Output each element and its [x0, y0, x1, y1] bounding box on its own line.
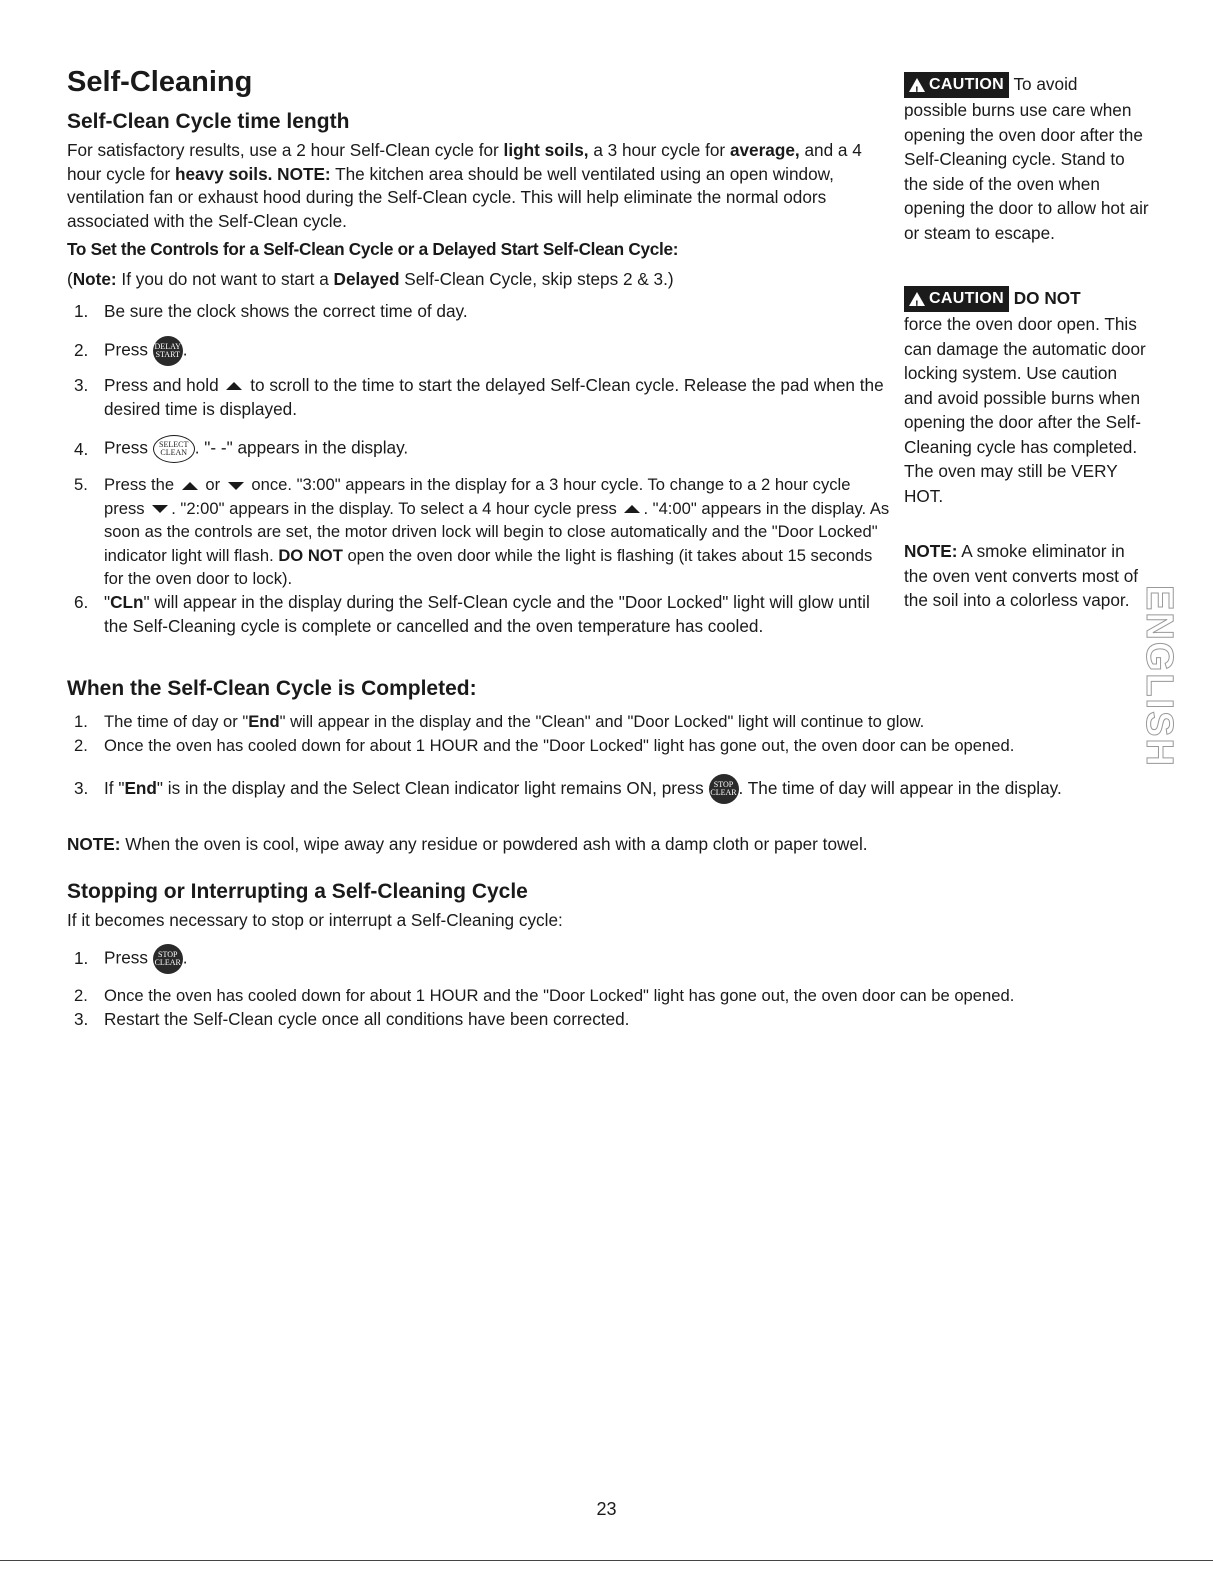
section-heading-time-length: Self-Clean Cycle time length [67, 110, 350, 133]
step-1 [74, 300, 904, 324]
button-line: START [155, 350, 180, 359]
text: " [104, 592, 111, 612]
text: When the oven is cool, wipe away any residue or powdered ash with a damp cloth or paper towel. [120, 834, 868, 854]
stop-clear-button-icon [153, 944, 183, 974]
button-line: STOP [158, 950, 178, 959]
step-text: . "2:00" appears in the display. To select a 4 hour cycle press [171, 498, 617, 518]
text: To avoid [1008, 74, 1078, 94]
step-number: 3. [74, 1009, 89, 1029]
step-number: 5. [74, 475, 88, 494]
completed-note [67, 833, 1137, 857]
step-text: open the oven door while the light is flashing (it takes about 15 seconds for the oven door to lock). [104, 545, 873, 588]
stopping-step-3 [74, 1008, 1104, 1032]
button-line: CLEAN [160, 448, 188, 457]
step-text: Press [104, 437, 148, 458]
stop-clear-button-icon [709, 774, 739, 804]
text: The time of day or " [104, 712, 249, 731]
footer-rule [0, 1560, 1213, 1561]
caution-label: CAUTION [929, 290, 1004, 308]
step-text: . "- -" appears in the display. [194, 437, 409, 458]
step-5 [74, 473, 894, 591]
step-text: to scroll to the time to start the delayed Self-Clean cycle. Release the pad when the desired time is displayed. [104, 375, 884, 419]
section-heading-completed: When the Self-Clean Cycle is Completed: [67, 677, 477, 700]
step-number: 6. [74, 592, 89, 612]
page-title: Self-Cleaning [67, 66, 253, 98]
note-label: NOTE: [67, 834, 121, 854]
text: For satisfactory results, use a 2 hour Self-Clean cycle for [67, 140, 504, 160]
step-text: once. "3:00" appears in the display for a 3 hour cycle. To change to a 2 hour cycle press [104, 475, 851, 518]
note-label: NOTE: [904, 541, 958, 561]
step-number: 3. [74, 375, 89, 395]
button-line: CLEAR [710, 788, 737, 798]
step-3 [74, 374, 894, 421]
step-text: Press and hold [104, 375, 219, 395]
language-side-tab: ENGLISH [1138, 585, 1180, 768]
text: . [182, 947, 188, 968]
caution-badge [904, 286, 1009, 312]
warning-icon [909, 78, 925, 92]
button-line: DELAY [154, 342, 181, 351]
up-arrow-icon [182, 482, 198, 490]
text: A smoke eliminator in the oven vent converts most of the soil into a colorless vapor. [904, 541, 1139, 610]
caution-badge [904, 72, 1009, 98]
text: " will appear in the display and the "Clean" and "Door Locked" light will continue to glow. [279, 712, 925, 731]
step-number: 3. [74, 778, 89, 798]
set-controls-note [67, 268, 889, 292]
step-text: or [205, 475, 221, 494]
step-text: " will appear in the display during the Self-Clean cycle and the "Door Locked" light will glow until the Self-Cleaning cycle is complete or cancelled and the oven temperature has cooled. [104, 592, 870, 636]
time-length-paragraph [67, 139, 889, 233]
step-text: . "4:00" appears in the display. As soon as the controls are set, the motor driven lock will begin to close automatically and the "Door Locked" indicator light will flash. [104, 498, 890, 565]
step-text: Press [104, 339, 148, 360]
step-number: 2. [74, 340, 89, 360]
step-2 [74, 336, 904, 366]
step-text: Be sure the clock shows the correct time of day. [104, 301, 468, 321]
text: Once the oven has cooled down for about 1 HOUR and the "Door Locked" light has gone out, the oven door can be opened. [104, 986, 1015, 1005]
caution-box-1 [904, 72, 1149, 245]
button-line: SELECT [159, 440, 189, 449]
text: . The time of day will appear in the display. [738, 778, 1062, 798]
down-arrow-icon [228, 482, 244, 490]
text: Self-Clean Cycle, skip steps 2 & 3.) [399, 269, 674, 289]
step-number: 1. [74, 301, 89, 321]
sidebar-note [904, 539, 1144, 613]
down-arrow-icon [152, 505, 168, 513]
step-text: Press the [104, 475, 175, 494]
caution-box-2 [904, 286, 1149, 508]
step-number: 2. [74, 736, 88, 755]
text: The kitchen area should be well ventilated using an open window, ventilation fan or exhaust hood during the Self-Clean cycle. This will help eliminate the normal odors associated with the Self-Clean cycle. [67, 163, 834, 231]
up-arrow-icon [226, 382, 242, 390]
page-number: 23 [596, 1499, 617, 1519]
bold-text: CLn [110, 592, 144, 612]
step-4 [74, 435, 904, 463]
bold-text: light soils, [503, 140, 589, 160]
stopping-step-1 [74, 944, 904, 974]
button-line: STOP [713, 780, 734, 790]
set-controls-heading: To Set the Controls for a Self-Clean Cycle or a Delayed Start Self-Clean Cycle: [67, 239, 679, 259]
stopping-intro: If it becomes necessary to stop or interrupt a Self-Cleaning cycle: [67, 910, 563, 930]
step-number: 2. [74, 986, 88, 1005]
text: a 3 hour cycle for [588, 140, 730, 160]
completed-step-3 [74, 771, 1124, 805]
bold-text: heavy soils. NOTE: [174, 163, 331, 184]
text: Once the oven has cooled down for about 1 HOUR and the "Door Locked" light has gone out, the oven door can be opened. [104, 736, 1015, 755]
text: . [182, 339, 188, 360]
completed-step-2 [74, 734, 1144, 758]
text: ( [67, 269, 73, 289]
text: If " [104, 778, 125, 798]
step-number: 1. [74, 948, 89, 968]
bold-text: End [248, 712, 280, 731]
warning-icon [909, 292, 925, 306]
button-line: CLEAR [154, 958, 181, 967]
bold-text: DO NOT [1013, 288, 1081, 308]
text: and a 4 hour cycle for [67, 140, 862, 184]
completed-step-1 [74, 710, 1134, 734]
caution-label: CAUTION [929, 76, 1004, 94]
section-heading-stopping: Stopping or Interrupting a Self-Cleaning Cycle [67, 880, 528, 903]
delay-start-button-icon [153, 336, 183, 366]
step-6 [74, 591, 884, 638]
up-arrow-icon [624, 505, 640, 513]
text: If you do not want to start a [116, 269, 334, 289]
caution-text: possible burns use care when opening the oven door after the Self-Cleaning cycle. Stand to the side of the oven when opening the door to allow hot air or steam to escape. [904, 100, 1149, 243]
caution-text: force the oven door open. This can damage the automatic door locking system. Use caution and avoid possible burns when opening the door after the Self-Cleaning cycle has completed. The oven may still be VERY HOT. [904, 314, 1146, 506]
note-label: Note: [72, 269, 117, 289]
text: Restart the Self-Clean cycle once all conditions have been corrected. [104, 1009, 630, 1029]
step-number: 4. [74, 439, 89, 459]
text: Press [104, 947, 148, 968]
step-number: 1. [74, 712, 88, 731]
bold-text: Delayed [333, 269, 400, 289]
bold-text: End [124, 778, 157, 798]
bold-text: DO NOT [278, 545, 343, 565]
select-clean-button-icon [153, 435, 195, 463]
text: " is in the display and the Select Clean indicator light remains ON, press [156, 778, 704, 798]
bold-text: average, [729, 140, 800, 160]
stopping-step-2 [74, 984, 1144, 1008]
